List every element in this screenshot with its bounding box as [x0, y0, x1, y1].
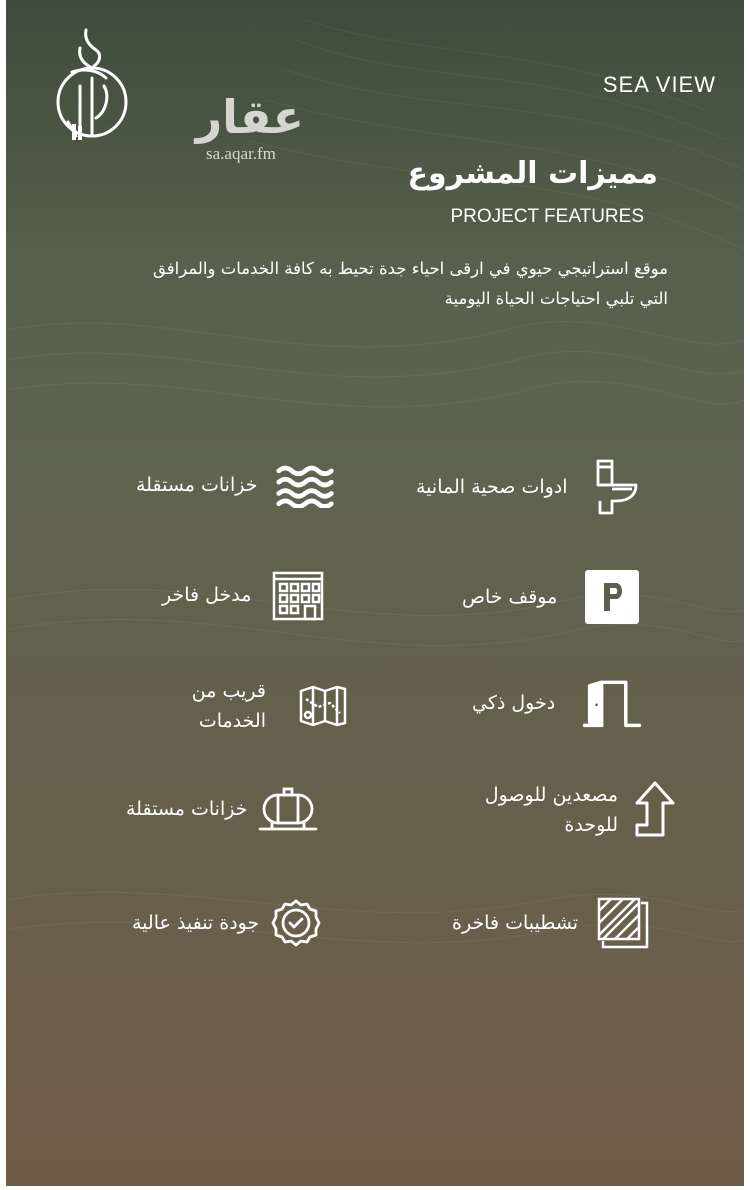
- description-line-2: التي تلبي احتياجات الحياة اليومية: [444, 289, 668, 308]
- project-tag: SEA VIEW: [602, 72, 716, 97]
- feature-label: جودة تنفيذ عالية: [132, 912, 260, 934]
- toilet-icon: [586, 460, 648, 514]
- feature-label: خزانات مستقلة: [126, 798, 248, 820]
- tiles-icon: [592, 896, 654, 950]
- waves-icon: [275, 458, 337, 512]
- feature-left-4: [126, 782, 319, 836]
- page-subtitle: PROJECT FEATURES: [450, 206, 644, 227]
- poster: [6, 0, 744, 1186]
- feature-label: مصعدين للوصول للوحدة: [484, 784, 618, 836]
- description: [68, 254, 668, 314]
- quality-badge-icon: [265, 896, 327, 950]
- feature-right-5: [452, 896, 654, 950]
- description-line-1: موقع استراتيجي حيوي في ارقى احياء جدة تحيط به كافة الخدمات والمرافق: [153, 259, 668, 278]
- feature-right-1: [416, 460, 648, 514]
- feature-right-4: [468, 780, 686, 840]
- elevator-arrow-icon: [624, 783, 686, 837]
- feature-left-2: [162, 568, 329, 622]
- feature-left-5: [132, 896, 327, 950]
- door-icon: [581, 676, 643, 730]
- feature-label: دخول ذكي: [472, 692, 556, 714]
- page-title: مميزات المشروع: [407, 156, 658, 191]
- parking-icon: [581, 570, 643, 624]
- feature-label: ادوات صحية المانية: [416, 476, 568, 498]
- feature-label: مدخل فاخر: [162, 584, 252, 606]
- feature-right-3: [472, 676, 643, 730]
- feature-label: موقف خاص: [462, 586, 558, 608]
- map-icon: [292, 679, 354, 733]
- water-tank-icon: [257, 782, 319, 836]
- brand-name: عقار: [195, 90, 304, 144]
- calligraphy-logo: [50, 26, 134, 144]
- feature-right-2: [462, 570, 643, 624]
- feature-label: قريب من الخدمات: [191, 680, 266, 732]
- building-icon: [267, 568, 329, 622]
- feature-left-1: [136, 458, 337, 512]
- feature-left-3: [176, 676, 354, 736]
- feature-label: تشطيبات فاخرة: [452, 912, 579, 934]
- feature-label: خزانات مستقلة: [136, 474, 258, 496]
- brand-url: sa.aqar.fm: [206, 144, 276, 163]
